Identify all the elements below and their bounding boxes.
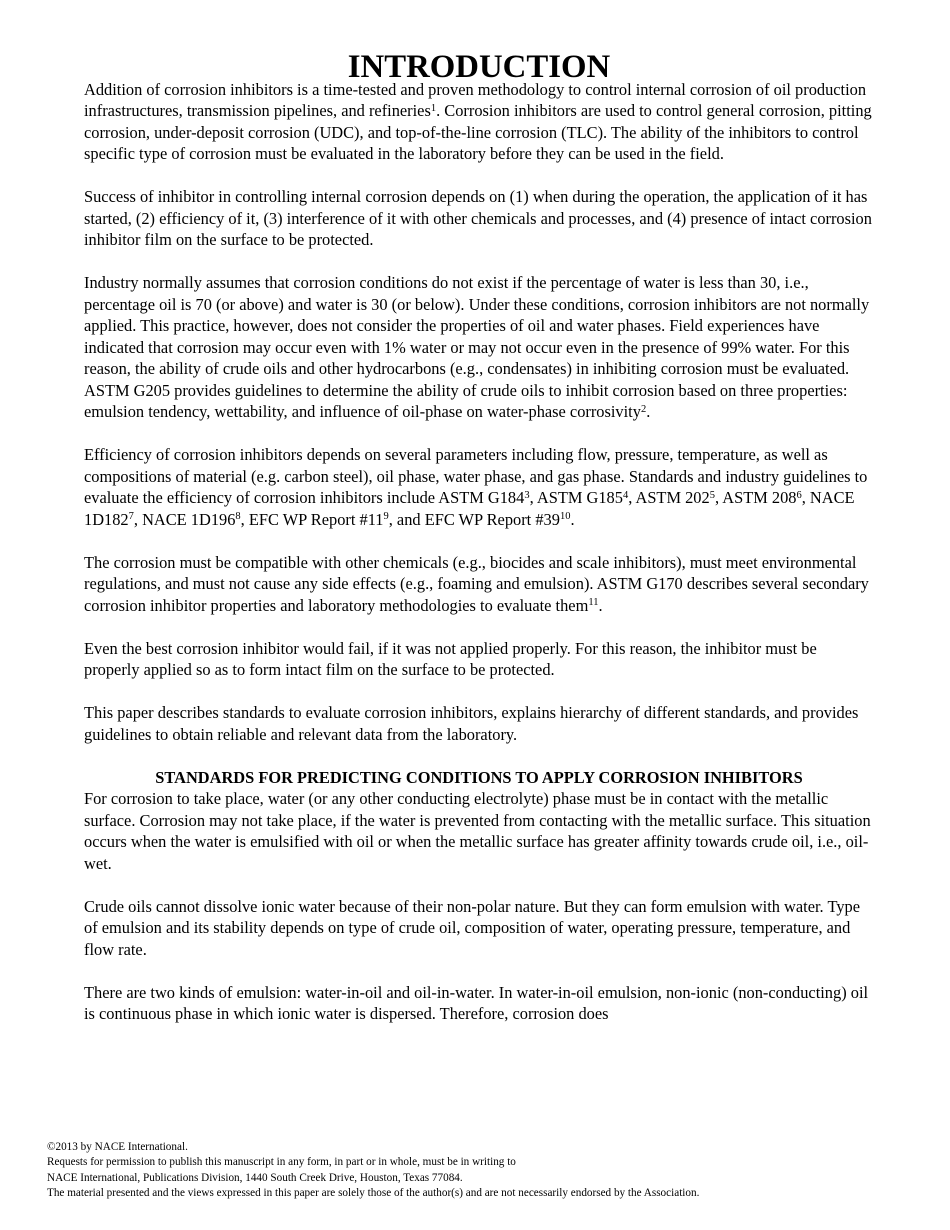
paragraph-text: This paper describes standards to evaluate corrosion inhibitors, explains hierarchy of different standards, and provides guidelines to obtain reliable and relevant data from the laboratory.: [84, 703, 859, 744]
introduction-paragraph: [84, 702, 874, 745]
introduction-heading: INTRODUCTION: [347, 49, 611, 85]
introduction-paragraph: [84, 552, 874, 617]
disclaimer-notice: The material presented and the views expressed in this paper are solely those of the author(s) and are not necessarily endorsed by the Association.: [47, 1186, 700, 1199]
paragraph-text: .: [646, 402, 651, 421]
standards-heading: STANDARDS FOR PREDICTING CONDITIONS TO APPLY CORROSION INHIBITORS: [155, 767, 803, 787]
reference-superscript: 4: [622, 489, 629, 501]
paragraph-text: , ASTM 208: [714, 488, 797, 507]
permission-notice-line-1: Requests for permission to publish this manuscript in any form, in part or in whole, must be in writing to: [47, 1156, 516, 1169]
page-footer: [47, 1140, 917, 1201]
standards-body: [84, 788, 874, 1025]
paragraph-text: , NACE 1D182: [84, 488, 855, 529]
paragraph-text: There are two kinds of emulsion: water-in-oil and oil-in-water. In water-in-oil emulsion, non-ionic (non-conducting) oil is continuous phase in which ionic water is dispersed. Therefore, corrosion does: [84, 982, 869, 1023]
reference-superscript: 6: [796, 489, 802, 501]
reference-superscript: 2: [640, 403, 647, 415]
paragraph-text: Efficiency of corrosion inhibitors depends on several parameters including flow, pressure, temperature, as well as compositions of material (e.g. carbon steel), oil phase, water phase, and gas phase. Standards and industry guidelines to evaluate the efficiency of corrosion inhibitors include ASTM G184: [84, 445, 868, 507]
paragraph-text: For corrosion to take place, water (or any other conducting electrolyte) phase must be in contact with the metallic surface. Corrosion may not take place, if the water is prevented from contacting with the metallic surface. This situation occurs when the water is emulsified with oil or when the metallic surface has greater affinity towards crude oil, i.e., oil-wet.: [84, 789, 871, 873]
standards-paragraph: [84, 788, 874, 874]
reference-superscript: 10: [559, 511, 571, 523]
paragraph-text: .: [598, 595, 603, 615]
introduction-paragraph: [84, 638, 874, 681]
reference-superscript: 9: [383, 511, 389, 523]
introduction-paragraph: [84, 186, 874, 251]
paragraph-text: , and EFC WP Report #39: [388, 509, 560, 529]
paragraph-text: . Corrosion inhibitors are used to control general corrosion, pitting corrosion, under-deposit corrosion (UDC), and top-of-the-line corrosion (TLC). The ability of the inhibitors to control specific type of corrosion must be evaluated in the laboratory before they can be used in the field.: [84, 101, 872, 163]
reference-superscript: 8: [235, 511, 241, 523]
reference-superscript: 11: [588, 597, 599, 609]
reference-superscript: 5: [709, 489, 715, 501]
introduction-paragraph: [84, 79, 874, 165]
reference-superscript: 7: [128, 511, 134, 523]
paragraph-text: .: [570, 509, 575, 529]
paper-page: [84, 49, 874, 1025]
paragraph-text: , ASTM G185: [529, 488, 623, 507]
introduction-paragraph: [84, 272, 874, 423]
paragraph-text: Addition of corrosion inhibitors is a time-tested and proven methodology to control internal corrosion of oil production infrastructures, transmission pipelines, and refineries: [84, 79, 867, 120]
paragraph-text: The corrosion must be compatible with other chemicals (e.g., biocides and scale inhibitors), must meet environmental regulations, and must not cause any side effects (e.g., foaming and emulsion). ASTM G170 describes several secondary corrosion inhibitor properties and laboratory methodologies to evaluate them: [84, 552, 869, 615]
reference-superscript: 3: [524, 489, 530, 501]
copyright-notice: ©2013 by NACE International.: [47, 1141, 188, 1153]
reference-superscript: 1: [430, 102, 437, 114]
permission-notice-line-2: NACE International, Publications Division, 1440 South Creek Drive, Houston, Texas 77084.: [47, 1171, 463, 1184]
paragraph-text: , EFC WP Report #11: [240, 509, 384, 529]
introduction-paragraph: [84, 444, 874, 530]
standards-paragraph: [84, 982, 874, 1025]
paragraph-text: , NACE 1D196: [133, 509, 236, 529]
introduction-body: [84, 79, 874, 746]
paragraph-text: , ASTM 202: [628, 488, 710, 507]
paragraph-text: Crude oils cannot dissolve ionic water because of their non-polar nature. But they can form emulsion with water. Type of emulsion and its stability depends on type of crude oil, composition of water, operating pressure, temperature, and flow rate.: [84, 896, 860, 959]
standards-paragraph: [84, 896, 874, 961]
paragraph-text: Even the best corrosion inhibitor would fail, if it was not applied properly. For this reason, the inhibitor must be properly applied so as to form intact film on the surface to be protected.: [84, 638, 817, 679]
paragraph-text: Success of inhibitor in controlling internal corrosion depends on (1) when during the operation, the application of it has started, (2) efficiency of it, (3) interference of it with other chemicals and processes, and (4) presence of intact corrosion inhibitor film on the surface to be protected.: [84, 187, 872, 249]
paragraph-text: Industry normally assumes that corrosion conditions do not exist if the percentage of water is less than 30, i.e., percentage oil is 70 (or above) and water is 30 (or below). Under these conditions, corrosion inhibitors are not normally applied. This practice, however, does not consider the properties of oil and water phases. Field experiences have indicated that corrosion may occur even with 1% water or may not occur even in the presence of 99% water. For this reason, the ability of crude oils and other hydrocarbons (e.g., condensates) in inhibiting corrosion must be evaluated. ASTM G205 provides guidelines to determine the ability of crude oils to inhibit corrosion based on three properties: emulsion tendency, wettability, and influence of oil-phase on water-phase corrosivity: [84, 273, 870, 421]
